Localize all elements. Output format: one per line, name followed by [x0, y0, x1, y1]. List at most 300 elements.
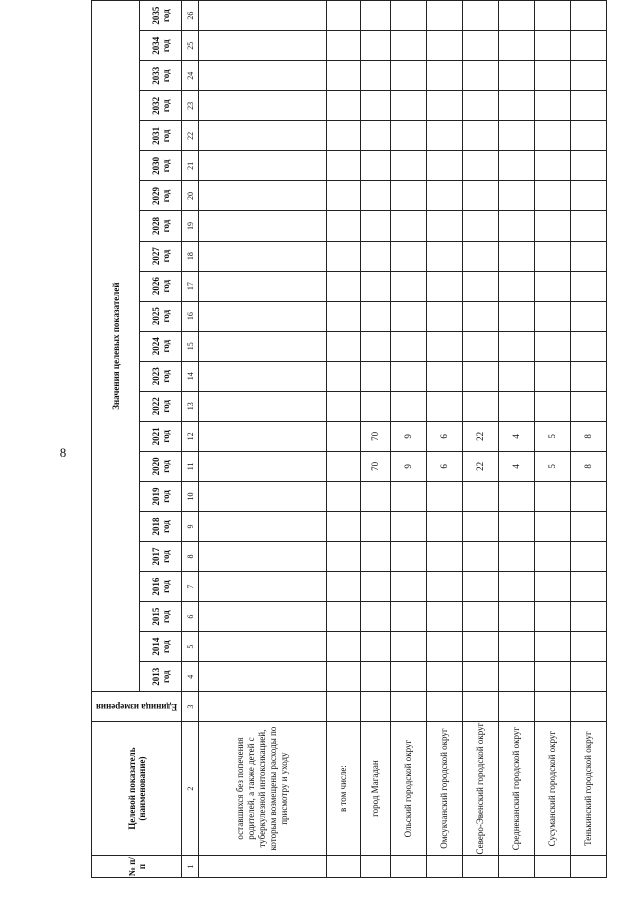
value-cell [199, 271, 327, 301]
value-cell [463, 181, 499, 211]
value-cell [427, 331, 463, 361]
header-year-label: 2019 год [150, 487, 171, 506]
value-cell [327, 361, 361, 391]
value-cell [327, 632, 361, 662]
header-year [140, 421, 182, 451]
value-cell [499, 271, 535, 301]
value-cell [391, 181, 427, 211]
value-cell [391, 241, 427, 271]
value-cell [199, 331, 327, 361]
value-cell [463, 151, 499, 181]
value-cell [427, 211, 463, 241]
page-number: 8 [59, 445, 67, 460]
header-year-label: 2025 год [150, 307, 171, 326]
column-number: 25 [182, 31, 199, 61]
column-number: 10 [182, 481, 199, 511]
value-cell [463, 31, 499, 61]
table-row [361, 1, 391, 878]
column-number: 8 [182, 542, 199, 572]
value-cell [199, 61, 327, 91]
value-2020: 70 [361, 451, 391, 481]
value-cell [391, 61, 427, 91]
value-cell [571, 241, 607, 271]
value-cell [327, 271, 361, 301]
value-cell [535, 1, 571, 31]
row-name: в том числе: [327, 722, 361, 856]
value-cell [327, 542, 361, 572]
value-cell [199, 151, 327, 181]
value-cell [571, 91, 607, 121]
value-2020: 8 [571, 451, 607, 481]
value-cell [535, 121, 571, 151]
row-name: Среднеканский городской округ [499, 722, 535, 856]
value-2021: 4 [499, 421, 535, 451]
value-cell [463, 1, 499, 31]
value-cell [571, 211, 607, 241]
value-cell [427, 602, 463, 632]
value-cell [361, 572, 391, 602]
table-row [199, 1, 327, 878]
header-year [140, 301, 182, 331]
value-cell [361, 301, 391, 331]
value-cell [571, 662, 607, 692]
row-number-cell [361, 856, 391, 878]
row-unit-cell [199, 692, 327, 722]
value-cell [391, 31, 427, 61]
value-cell [499, 1, 535, 31]
value-cell [499, 481, 535, 511]
column-number: 19 [182, 211, 199, 241]
value-cell [427, 121, 463, 151]
header-year-label: 2014 год [150, 637, 171, 656]
header-year [140, 662, 182, 692]
value-cell [535, 151, 571, 181]
value-cell [327, 1, 361, 31]
row-name: Тенькинский городской округ [571, 722, 607, 856]
value-cell [463, 572, 499, 602]
value-cell [571, 31, 607, 61]
row-name: город Магадан [361, 722, 391, 856]
value-cell [361, 632, 391, 662]
value-cell [499, 331, 535, 361]
column-number: 4 [182, 662, 199, 692]
header-year [140, 91, 182, 121]
value-cell [427, 151, 463, 181]
column-number: 17 [182, 271, 199, 301]
header-year-label: 2027 год [150, 247, 171, 266]
column-number: 14 [182, 361, 199, 391]
value-cell [499, 181, 535, 211]
value-cell [535, 61, 571, 91]
header-year [140, 511, 182, 541]
value-cell [199, 662, 327, 692]
value-cell [571, 632, 607, 662]
value-cell [463, 481, 499, 511]
column-number: 20 [182, 181, 199, 211]
header-year-label: 2033 год [150, 66, 171, 85]
header-unit [92, 692, 182, 722]
value-cell [463, 361, 499, 391]
column-number: 1 [182, 856, 199, 878]
table-row [327, 1, 361, 878]
value-cell [463, 632, 499, 662]
value-2020: 9 [391, 451, 427, 481]
header-year [140, 361, 182, 391]
header-year-label: 2031 год [150, 126, 171, 145]
value-2021: 8 [571, 421, 607, 451]
header-year-label: 2021 год [150, 427, 171, 446]
value-cell [535, 632, 571, 662]
header-year-label: 2024 год [150, 337, 171, 356]
value-cell [535, 331, 571, 361]
value-cell [391, 662, 427, 692]
value-cell [499, 151, 535, 181]
value-cell [391, 572, 427, 602]
column-number: 13 [182, 391, 199, 421]
value-cell [391, 1, 427, 31]
value-2020: 4 [499, 451, 535, 481]
value-cell [391, 121, 427, 151]
row-name: Омсукчанский городской округ [427, 722, 463, 856]
value-cell [361, 1, 391, 31]
value-cell [361, 481, 391, 511]
value-cell [327, 331, 361, 361]
header-year [140, 241, 182, 271]
header-year [140, 211, 182, 241]
value-2020 [327, 451, 361, 481]
value-cell [199, 542, 327, 572]
value-cell [499, 121, 535, 151]
column-number: 7 [182, 572, 199, 602]
value-2021: 5 [535, 421, 571, 451]
value-2021 [327, 421, 361, 451]
column-number: 2 [182, 722, 199, 856]
value-cell [199, 91, 327, 121]
header-values-label: Значения целевых показателей [110, 282, 121, 410]
value-cell [391, 91, 427, 121]
row-number-cell [327, 856, 361, 878]
column-number: 18 [182, 241, 199, 271]
value-cell [361, 542, 391, 572]
value-cell [427, 241, 463, 271]
value-cell [199, 241, 327, 271]
value-cell [571, 271, 607, 301]
value-cell [391, 361, 427, 391]
value-cell [535, 31, 571, 61]
header-target [92, 722, 182, 856]
row-number-cell [535, 856, 571, 878]
value-cell [463, 301, 499, 331]
value-cell [571, 61, 607, 91]
value-cell [499, 391, 535, 421]
value-cell [571, 572, 607, 602]
value-cell [427, 1, 463, 31]
value-cell [199, 211, 327, 241]
value-cell [535, 211, 571, 241]
value-cell [535, 511, 571, 541]
value-cell [391, 271, 427, 301]
value-cell [463, 61, 499, 91]
value-cell [535, 271, 571, 301]
target-indicators-table [91, 0, 607, 878]
column-number: 22 [182, 121, 199, 151]
value-cell [391, 542, 427, 572]
column-number: 21 [182, 151, 199, 181]
value-cell [463, 91, 499, 121]
header-year-label: 2020 год [150, 457, 171, 476]
header-year [140, 451, 182, 481]
row-unit-cell [499, 692, 535, 722]
value-cell [463, 391, 499, 421]
column-number: 23 [182, 91, 199, 121]
value-cell [327, 241, 361, 271]
row-number-cell [427, 856, 463, 878]
value-2021: 9 [391, 421, 427, 451]
header-year [140, 121, 182, 151]
value-cell [499, 211, 535, 241]
value-cell [571, 361, 607, 391]
value-cell [199, 481, 327, 511]
value-cell [535, 301, 571, 331]
value-cell [499, 572, 535, 602]
header-year [140, 391, 182, 421]
value-2020: 5 [535, 451, 571, 481]
value-cell [361, 361, 391, 391]
value-cell [327, 181, 361, 211]
value-cell [391, 391, 427, 421]
value-cell [463, 602, 499, 632]
value-cell [427, 511, 463, 541]
value-cell [463, 121, 499, 151]
value-cell [427, 662, 463, 692]
column-number: 6 [182, 602, 199, 632]
value-cell [499, 361, 535, 391]
row-number-cell [499, 856, 535, 878]
header-number [92, 856, 182, 878]
header-target-label: Целевой показатель (наименование) [126, 747, 147, 830]
header-year-label: 2032 год [150, 96, 171, 115]
value-cell [361, 61, 391, 91]
value-cell [327, 511, 361, 541]
value-2021 [199, 421, 327, 451]
column-number: 3 [182, 692, 199, 722]
column-number: 11 [182, 451, 199, 481]
value-cell [361, 91, 391, 121]
value-cell [499, 542, 535, 572]
value-cell [427, 391, 463, 421]
value-cell [199, 632, 327, 662]
value-cell [199, 602, 327, 632]
value-cell [571, 181, 607, 211]
column-number: 9 [182, 511, 199, 541]
header-year [140, 271, 182, 301]
value-cell [327, 481, 361, 511]
header-year-label: 2035 год [150, 6, 171, 25]
header-year-label: 2030 год [150, 156, 171, 175]
value-cell [361, 211, 391, 241]
column-number: 15 [182, 331, 199, 361]
value-cell [361, 241, 391, 271]
row-name: Ольский городской округ [391, 722, 427, 856]
value-cell [427, 271, 463, 301]
value-cell [199, 361, 327, 391]
value-cell [463, 662, 499, 692]
row-unit-cell [427, 692, 463, 722]
row-unit-cell [327, 692, 361, 722]
value-cell [199, 1, 327, 31]
header-values [92, 1, 140, 692]
header-year [140, 602, 182, 632]
value-cell [535, 91, 571, 121]
value-cell [427, 61, 463, 91]
row-unit-cell [535, 692, 571, 722]
row-number-cell [571, 856, 607, 878]
value-cell [199, 301, 327, 331]
row-name: оставшихся без попечения родителей, а также детей с туберкулезной интоксикацией, которым возмещены расходы по присмотру и уходу [199, 722, 327, 856]
value-cell [391, 602, 427, 632]
value-cell [535, 602, 571, 632]
value-cell [391, 331, 427, 361]
value-cell [427, 542, 463, 572]
value-cell [391, 511, 427, 541]
header-year-label: 2016 год [150, 577, 171, 596]
value-cell [199, 511, 327, 541]
value-cell [327, 662, 361, 692]
value-cell [327, 91, 361, 121]
table-row [391, 1, 427, 878]
header-year [140, 481, 182, 511]
value-cell [499, 91, 535, 121]
value-cell [499, 602, 535, 632]
value-cell [361, 662, 391, 692]
value-cell [199, 31, 327, 61]
header-year-label: 2026 год [150, 277, 171, 296]
value-cell [535, 181, 571, 211]
value-cell [361, 271, 391, 301]
value-cell [571, 481, 607, 511]
value-cell [391, 632, 427, 662]
column-number: 24 [182, 61, 199, 91]
row-number-cell [199, 856, 327, 878]
value-cell [391, 151, 427, 181]
value-cell [199, 121, 327, 151]
table-row [499, 1, 535, 878]
value-cell [361, 602, 391, 632]
table-row [535, 1, 571, 878]
value-cell [391, 211, 427, 241]
value-cell [327, 211, 361, 241]
header-year [140, 151, 182, 181]
value-2020: 6 [427, 451, 463, 481]
value-cell [427, 91, 463, 121]
value-cell [535, 361, 571, 391]
header-year-label: 2034 год [150, 36, 171, 55]
value-cell [571, 542, 607, 572]
header-year [140, 542, 182, 572]
value-cell [427, 572, 463, 602]
value-cell [571, 301, 607, 331]
value-cell [327, 301, 361, 331]
value-cell [327, 602, 361, 632]
value-2021: 6 [427, 421, 463, 451]
value-cell [571, 602, 607, 632]
value-cell [361, 391, 391, 421]
value-cell [327, 61, 361, 91]
value-cell [499, 31, 535, 61]
value-cell [499, 511, 535, 541]
header-year-label: 2029 год [150, 186, 171, 205]
value-cell [327, 31, 361, 61]
value-cell [361, 181, 391, 211]
header-year [140, 1, 182, 31]
value-cell [571, 511, 607, 541]
value-cell [535, 391, 571, 421]
table-row [571, 1, 607, 878]
value-cell [463, 542, 499, 572]
value-cell [199, 181, 327, 211]
value-cell [361, 31, 391, 61]
value-cell [427, 632, 463, 662]
header-year [140, 181, 182, 211]
column-number: 16 [182, 301, 199, 331]
value-cell [499, 241, 535, 271]
row-unit-cell [361, 692, 391, 722]
value-cell [499, 301, 535, 331]
value-cell [571, 1, 607, 31]
value-cell [463, 271, 499, 301]
value-cell [427, 481, 463, 511]
header-unit-label: Единица измерения [95, 701, 178, 712]
value-cell [199, 391, 327, 421]
value-2020 [199, 451, 327, 481]
table-row [463, 1, 499, 878]
value-cell [427, 301, 463, 331]
header-year [140, 331, 182, 361]
value-cell [463, 511, 499, 541]
value-cell [535, 481, 571, 511]
value-cell [571, 121, 607, 151]
value-cell [361, 511, 391, 541]
header-year [140, 31, 182, 61]
header-number-label: № п/п [126, 857, 147, 877]
column-number: 26 [182, 1, 199, 31]
value-cell [463, 331, 499, 361]
value-cell [535, 572, 571, 602]
row-unit-cell [463, 692, 499, 722]
column-number: 5 [182, 632, 199, 662]
row-name: Северо-Эвенский городской округ [463, 722, 499, 856]
value-cell [571, 391, 607, 421]
value-cell [427, 31, 463, 61]
row-number-cell [391, 856, 427, 878]
row-unit-cell [571, 692, 607, 722]
value-cell [463, 211, 499, 241]
header-year [140, 61, 182, 91]
value-cell [327, 391, 361, 421]
header-year-label: 2018 год [150, 517, 171, 536]
value-cell [535, 241, 571, 271]
value-cell [499, 662, 535, 692]
value-cell [427, 181, 463, 211]
value-2020: 22 [463, 451, 499, 481]
value-cell [391, 301, 427, 331]
value-cell [361, 121, 391, 151]
header-year-label: 2028 год [150, 217, 171, 236]
header-year [140, 632, 182, 662]
table-row [427, 1, 463, 878]
value-2021: 22 [463, 421, 499, 451]
value-cell [361, 331, 391, 361]
